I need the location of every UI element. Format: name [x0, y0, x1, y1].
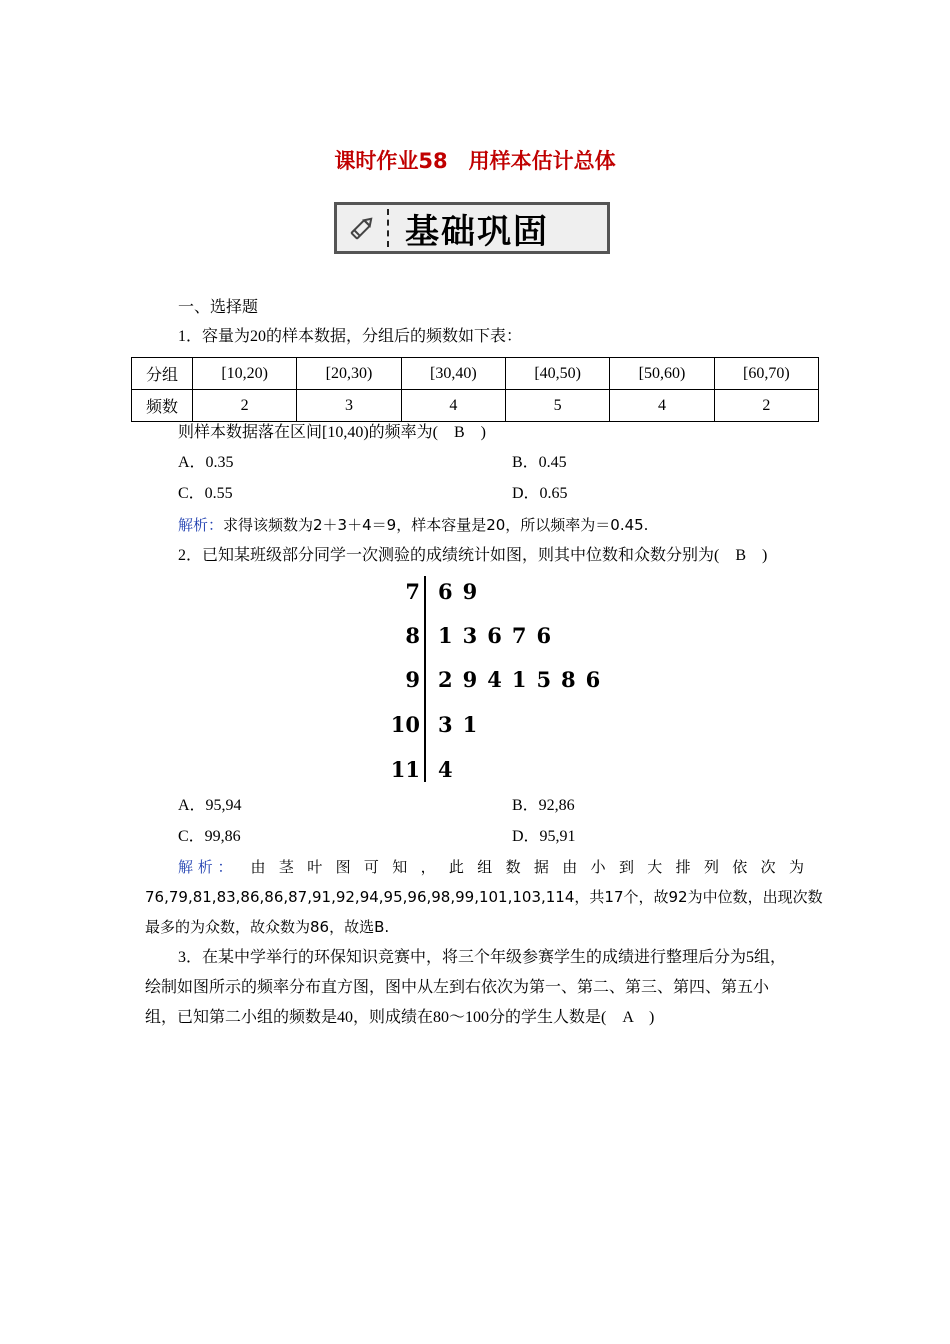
leaf-values: 31 — [438, 712, 488, 737]
q1-stem: 1．容量为20的样本数据，分组后的频数如下表： — [178, 328, 523, 345]
q1-question: 则样本数据落在区间[10,40)的频率为( B ) — [178, 424, 486, 441]
stem-value: 7 — [405, 579, 420, 604]
q1-analysis — [178, 515, 648, 536]
page-title: 课时作业58 用样本估计总体 — [334, 149, 616, 173]
leaf-values: 13676 — [438, 623, 562, 648]
table-cell: [30,40) — [401, 358, 505, 390]
stem-leaf-plot — [380, 576, 640, 786]
table-cell: [40,50) — [505, 358, 609, 390]
table-cell: [50,60) — [610, 358, 714, 390]
banner-divider — [387, 209, 389, 247]
banner-text: 基础巩固 — [405, 211, 549, 252]
pencil-icon — [337, 205, 387, 251]
q2-analysis-line1 — [178, 857, 804, 877]
frequency-table — [131, 357, 819, 422]
leaf-values: 4 — [438, 757, 463, 782]
q3-line1: 3．在某中学举行的环保知识竞赛中，将三个年级参赛学生的成绩进行整理后分为5组， — [178, 949, 787, 966]
leaf-values: 2941586 — [438, 667, 611, 692]
table-cell: [10,20) — [193, 358, 297, 390]
q2-option-a: A．95,94 — [178, 797, 242, 814]
q2-stem: 2．已知某班级部分同学一次测验的成绩统计如图，则其中位数和众数分别为( B ) — [178, 547, 768, 564]
table-cell: 分组 — [132, 358, 193, 390]
q2-option-d: D．95,91 — [512, 828, 576, 845]
table-cell: 5 — [505, 390, 609, 422]
q2-option-c: C．99,86 — [178, 828, 241, 845]
q2-analysis-line3: 最多的为众数，故众数为86，故选B. — [145, 918, 390, 936]
analysis-label: 解 析 ： — [178, 858, 233, 876]
table-cell: 4 — [401, 390, 505, 422]
stem-value: 11 — [390, 757, 420, 782]
table-cell: 3 — [297, 390, 401, 422]
analysis-text-span: 由 茎 叶 图 可 知 ， 此 组 数 据 由 小 到 大 排 列 依 次 为 — [250, 858, 804, 876]
table-cell: 2 — [193, 390, 297, 422]
q3-line2: 绘制如图所示的频率分布直方图，图中从左到右依次为第一、第二、第三、第四、第五小 — [145, 979, 770, 996]
q2-analysis-line2: 76,79,81,83,86,86,87,91,92,94,95,96,98,99,101,103,114，共17个，故92为中位数，出现次数 — [145, 888, 823, 906]
analysis-label: 解析： — [178, 516, 224, 534]
table-row — [132, 390, 819, 422]
stem-value: 9 — [405, 667, 420, 692]
section-heading: 一、选择题 — [178, 299, 259, 316]
table-cell: 频数 — [132, 390, 193, 422]
q1-option-a: A．0.35 — [178, 454, 234, 471]
table-cell: [60,70) — [714, 358, 818, 390]
stem-value: 8 — [405, 623, 420, 648]
analysis-text — [251, 857, 804, 877]
analysis-text: 求得该频数为2＋3＋4＝9，样本容量是20，所以频率为＝0.45. — [223, 516, 649, 534]
table-cell: 4 — [610, 390, 714, 422]
leaf-values: 69 — [438, 579, 488, 604]
q1-option-d: D．0.65 — [512, 485, 568, 502]
q2-option-b: B．92,86 — [512, 797, 575, 814]
q1-option-b: B．0.45 — [512, 454, 567, 471]
q1-option-c: C．0.55 — [178, 485, 233, 502]
table-cell: 2 — [714, 390, 818, 422]
section-banner — [334, 202, 610, 254]
table-cell: [20,30) — [297, 358, 401, 390]
q3-line3: 组，已知第二小组的频数是40，则成绩在80～100分的学生人数是( A ) — [145, 1009, 655, 1026]
table-row — [132, 358, 819, 390]
stem-leaf-divider — [424, 576, 426, 782]
stem-value: 10 — [390, 712, 420, 737]
